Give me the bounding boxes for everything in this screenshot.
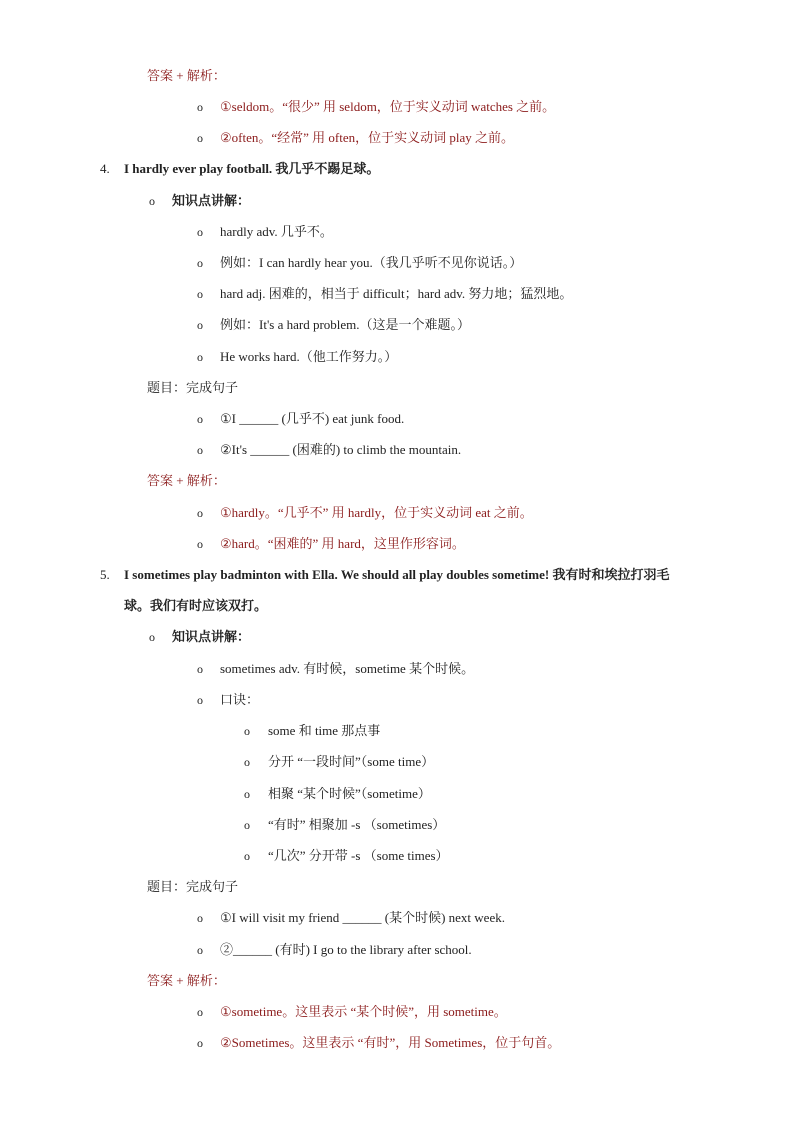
bullet-marker: o <box>197 943 203 957</box>
bullet-marker: o <box>197 100 203 114</box>
bullet-marker: o <box>197 506 203 520</box>
bullet-marker: o <box>197 287 203 301</box>
exercise-heading: 题目：完成句子 <box>147 380 239 395</box>
item-sentence: I hardly ever play football. 我几乎不踢足球。 <box>124 161 380 176</box>
bullet-marker: o <box>197 443 203 457</box>
bullet-marker: o <box>197 1036 203 1050</box>
bullet-marker: o <box>197 662 203 676</box>
exercise-heading: 题目：完成句子 <box>147 879 239 894</box>
answer-line: ①hardly。“几乎不” 用 hardly，位于实义动词 eat 之前。 <box>220 505 533 520</box>
bullet-marker: o <box>197 911 203 925</box>
knowledge-point: He works hard.（他工作努力。） <box>220 349 398 364</box>
bullet-marker: o <box>244 818 250 832</box>
knowledge-point: 口诀： <box>220 692 260 707</box>
bullet-marker: o <box>244 849 250 863</box>
exercise-line: ①I will visit my friend ______ (某个时候) next week. <box>220 910 505 925</box>
bullet-marker: o <box>244 755 250 769</box>
knowledge-heading: 知识点讲解： <box>172 629 251 644</box>
item-sentence-continued: 球。我们有时应该双打。 <box>124 598 268 613</box>
bullet-marker: o <box>197 318 203 332</box>
bullet-marker: o <box>197 412 203 426</box>
knowledge-point: hard adj. 困难的，相当于 difficult；hard adv. 努力地；猛烈地。 <box>220 286 573 301</box>
item-sentence: I sometimes play badminton with Ella. We should all play doubles sometime! 我有时和埃拉打羽毛 <box>124 567 670 582</box>
bullet-marker: o <box>197 350 203 364</box>
answer-line: ②often。“经常” 用 often，位于实义动词 play 之前。 <box>220 130 514 145</box>
answer-line: ①sometime。这里表示 “某个时候”，用 sometime。 <box>220 1004 507 1019</box>
rhyme-line: “几次” 分开带 -s （some times） <box>268 848 449 863</box>
answer-heading: 答案 + 解析： <box>147 973 226 988</box>
bullet-marker: o <box>197 537 203 551</box>
bullet-marker: o <box>197 1005 203 1019</box>
rhyme-line: some 和 time 那点事 <box>268 723 381 738</box>
exercise-line: ②______ (有时) I go to the library after school. <box>220 942 472 957</box>
knowledge-heading: 知识点讲解： <box>172 193 251 208</box>
knowledge-point: 例如：It's a hard problem.（这是一个难题。） <box>220 317 471 332</box>
item-number: 5. <box>100 567 110 582</box>
knowledge-point: sometimes adv. 有时候，sometime 某个时候。 <box>220 661 475 676</box>
bullet-marker: o <box>197 225 203 239</box>
bullet-marker: o <box>149 194 155 208</box>
rhyme-line: 分开 “一段时间”（some time） <box>268 754 435 769</box>
exercise-line: ②It's ______ (困难的) to climb the mountain. <box>220 442 462 457</box>
answer-heading: 答案 + 解析： <box>147 473 226 488</box>
item-number: 4. <box>100 161 110 176</box>
bullet-marker: o <box>197 693 203 707</box>
answer-line: ②hard。“困难的” 用 hard，这里作形容词。 <box>220 536 465 551</box>
answer-line: ①seldom。“很少” 用 seldom，位于实义动词 watches 之前。 <box>220 99 556 114</box>
exercise-line: ①I ______ (几乎不) eat junk food. <box>220 411 405 426</box>
knowledge-point: 例如：I can hardly hear you.（我几乎听不见你说话。） <box>220 255 523 270</box>
bullet-marker: o <box>197 256 203 270</box>
bullet-marker: o <box>197 131 203 145</box>
knowledge-point: hardly adv. 几乎不。 <box>220 224 333 239</box>
bullet-marker: o <box>149 630 155 644</box>
rhyme-line: “有时” 相聚加 -s （sometimes） <box>268 817 446 832</box>
answer-line: ②Sometimes。这里表示 “有时”，用 Sometimes，位于句首。 <box>220 1035 561 1050</box>
bullet-marker: o <box>244 724 250 738</box>
bullet-marker: o <box>244 787 250 801</box>
answer-heading: 答案 + 解析： <box>147 68 226 83</box>
rhyme-line: 相聚 “某个时候”（sometime） <box>268 786 431 801</box>
